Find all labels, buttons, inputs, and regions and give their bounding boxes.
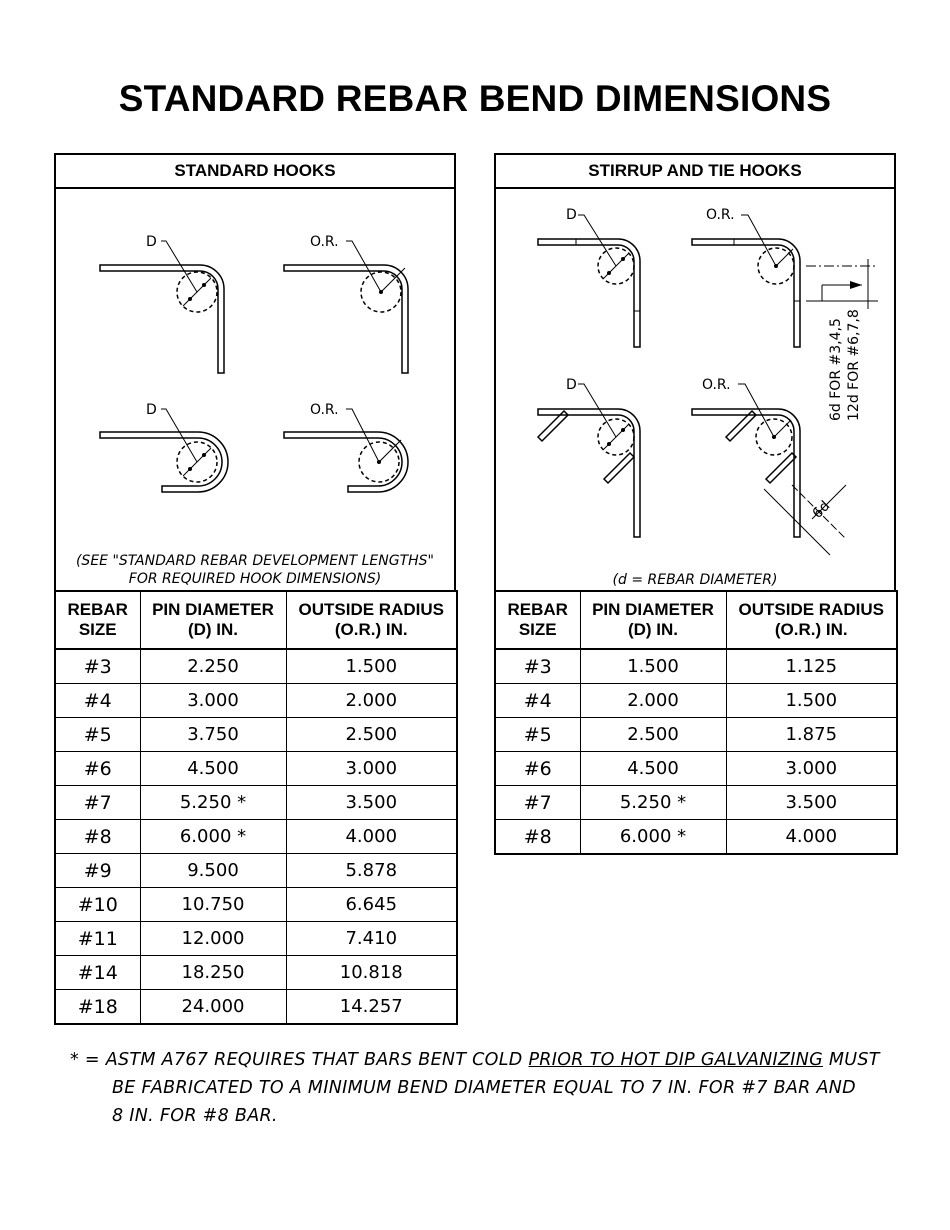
rebar-size-cell: #4	[55, 684, 140, 718]
stirrup-hooks-diagram	[496, 189, 894, 590]
table-row	[55, 922, 457, 956]
table-row	[495, 820, 897, 855]
col-pin-diameter: PIN DIAMETER (D) IN.	[580, 591, 726, 649]
outside-radius-cell: 3.000	[286, 752, 457, 786]
outside-radius-cell: 2.500	[286, 718, 457, 752]
outside-radius-cell: 7.410	[286, 922, 457, 956]
hook-180-or-bar	[284, 432, 408, 492]
rebar-size-cell: #8	[55, 820, 140, 854]
rebar-size-cell: #5	[495, 718, 580, 752]
rebar-size-cell: #14	[55, 956, 140, 990]
pin-diameter-cell: 6.000 *	[140, 820, 286, 854]
col-rebar-size: REBAR SIZE	[495, 591, 580, 649]
rebar-size-cell: #9	[55, 854, 140, 888]
pin-diameter-cell: 10.750	[140, 888, 286, 922]
label-6d: 6d	[809, 497, 834, 522]
outside-radius-cell: 3.500	[286, 786, 457, 820]
label-d: D	[146, 402, 157, 418]
table-row	[55, 649, 457, 684]
hook-90-or-bar	[284, 265, 408, 373]
table-row	[55, 854, 457, 888]
pin-diameter-cell: 5.250 *	[580, 786, 726, 820]
col-rebar-size: REBAR SIZE	[55, 591, 140, 649]
pin-diameter-cell: 4.500	[580, 752, 726, 786]
table-row	[55, 820, 457, 854]
table-row	[495, 718, 897, 752]
see-note-line2: FOR REQUIRED HOOK DIMENSIONS)	[128, 571, 382, 587]
col-pin-diameter: PIN DIAMETER (D) IN.	[140, 591, 286, 649]
standard-hooks-diagram	[56, 189, 454, 590]
pin-diameter-cell: 24.000	[140, 990, 286, 1025]
rebar-size-cell: #11	[55, 922, 140, 956]
label-or: O.R.	[702, 377, 731, 393]
col-outside-radius: OUTSIDE RADIUS (O.R.) IN.	[286, 591, 457, 649]
footnote-line3: 8 IN. FOR #8 BAR.	[112, 1106, 278, 1126]
outside-radius-cell: 5.878	[286, 854, 457, 888]
table-row	[495, 786, 897, 820]
extension-label-1: 6d FOR #3,4,5	[828, 318, 844, 421]
outside-radius-cell: 14.257	[286, 990, 457, 1025]
label-or: O.R.	[706, 207, 735, 223]
pin-diameter-cell: 18.250	[140, 956, 286, 990]
footnote-line2: BE FABRICATED TO A MINIMUM BEND DIAMETER EQUAL TO 7 IN. FOR #7 BAR AND	[112, 1078, 856, 1098]
stirrup-hooks-header: STIRRUP AND TIE HOOKS	[496, 155, 894, 189]
label-or: O.R.	[310, 402, 339, 418]
outside-radius-cell: 3.500	[726, 786, 897, 820]
d-note: (d = REBAR DIAMETER)	[612, 572, 778, 588]
pin-diameter-cell: 6.000 *	[580, 820, 726, 855]
table-row	[55, 990, 457, 1025]
pin-diameter-cell: 3.000	[140, 684, 286, 718]
label-d: D	[566, 377, 577, 393]
outside-radius-cell: 6.645	[286, 888, 457, 922]
rebar-size-cell: #5	[55, 718, 140, 752]
table-row	[55, 684, 457, 718]
pin-diameter-cell: 4.500	[140, 752, 286, 786]
standard-hooks-panel	[54, 153, 456, 592]
outside-radius-cell: 2.000	[286, 684, 457, 718]
col-outside-radius: OUTSIDE RADIUS (O.R.) IN.	[726, 591, 897, 649]
table-row	[495, 684, 897, 718]
stirrup-hooks-table	[494, 590, 898, 855]
table-row	[55, 786, 457, 820]
label-or: O.R.	[310, 234, 339, 250]
see-note-line1: (SEE "STANDARD REBAR DEVELOPMENT LENGTHS"	[75, 553, 435, 569]
stirrup-hooks-panel	[494, 153, 896, 592]
outside-radius-cell: 1.500	[286, 649, 457, 684]
rebar-size-cell: #3	[495, 649, 580, 684]
pin-diameter-cell: 2.000	[580, 684, 726, 718]
rebar-size-cell: #6	[55, 752, 140, 786]
outside-radius-cell: 1.875	[726, 718, 897, 752]
table-row	[495, 752, 897, 786]
label-d: D	[566, 207, 577, 223]
pin-diameter-cell: 9.500	[140, 854, 286, 888]
outside-radius-cell: 4.000	[286, 820, 457, 854]
standard-hooks-header: STANDARD HOOKS	[56, 155, 454, 189]
pin-diameter-cell: 5.250 *	[140, 786, 286, 820]
rebar-size-cell: #10	[55, 888, 140, 922]
table-row	[55, 752, 457, 786]
outside-radius-cell: 3.000	[726, 752, 897, 786]
hook-180-pin-bar	[100, 432, 228, 492]
pin-diameter-cell: 2.250	[140, 649, 286, 684]
footnote-lead: * = ASTM A767 REQUIRES THAT BARS BENT COLD	[70, 1050, 529, 1070]
outside-radius-cell: 10.818	[286, 956, 457, 990]
rebar-size-cell: #3	[55, 649, 140, 684]
footnote-tail: MUST	[823, 1050, 880, 1070]
table-row	[55, 718, 457, 752]
page-title: STANDARD REBAR BEND DIMENSIONS	[118, 78, 832, 119]
rebar-size-cell: #7	[495, 786, 580, 820]
label-d: D	[146, 234, 157, 250]
rebar-size-cell: #7	[55, 786, 140, 820]
rebar-size-cell: #18	[55, 990, 140, 1025]
pin-diameter-cell: 3.750	[140, 718, 286, 752]
pin-diameter-cell: 12.000	[140, 922, 286, 956]
table-row	[55, 888, 457, 922]
pin-diameter-cell: 2.500	[580, 718, 726, 752]
table-row	[495, 649, 897, 684]
outside-radius-cell: 4.000	[726, 820, 897, 855]
outside-radius-cell: 1.125	[726, 649, 897, 684]
hook-90-pin-bar	[100, 265, 224, 373]
galvanizing-footnote	[70, 1046, 910, 1130]
extension-label-2: 12d FOR #6,7,8	[846, 309, 862, 421]
footnote-underlined: PRIOR TO HOT DIP GALVANIZING	[528, 1050, 824, 1070]
rebar-size-cell: #8	[495, 820, 580, 855]
pin-diameter-cell: 1.500	[580, 649, 726, 684]
rebar-size-cell: #6	[495, 752, 580, 786]
table-row	[55, 956, 457, 990]
standard-hooks-table	[54, 590, 458, 1025]
rebar-size-cell: #4	[495, 684, 580, 718]
outside-radius-cell: 1.500	[726, 684, 897, 718]
